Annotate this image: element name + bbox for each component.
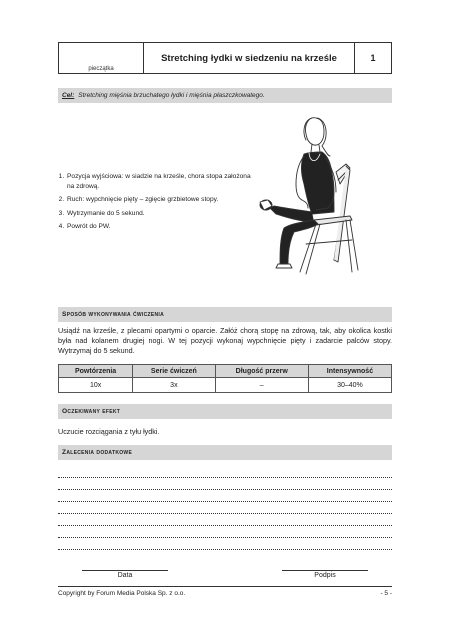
steps-list — [58, 172, 258, 236]
recommendations-heading: Zalecenia dodatkowe — [58, 445, 392, 460]
step-item: 4. Powrót do PW. — [66, 222, 258, 232]
exercise-number: 1 — [370, 53, 376, 63]
step-item: 1. Pozycja wyjściowa: w siadzie na krześle, chora stopa założona na zdrową. — [66, 172, 258, 191]
notes-line — [58, 477, 392, 478]
exercise-title: Stretching łydki w siedzeniu na krześle — [161, 52, 337, 64]
page-number: - 5 - — [380, 590, 392, 597]
signature-line — [282, 570, 368, 571]
value-intensity: 30–40% — [308, 378, 391, 393]
date-signature-line — [82, 570, 168, 571]
notes-line — [58, 489, 392, 490]
params-table — [58, 364, 392, 393]
stamp-label: pieczątka — [88, 66, 114, 72]
notes-line — [58, 501, 392, 502]
header-table — [58, 42, 392, 74]
exercise-illustration — [254, 112, 364, 280]
footer-rule — [58, 586, 392, 587]
notes-line — [58, 513, 392, 514]
value-break-length: – — [215, 378, 308, 393]
effect-heading: Oczekiwany efekt — [58, 404, 392, 419]
header-series: Serie ćwiczeń — [133, 365, 215, 378]
person-drawing — [260, 118, 336, 268]
method-heading: Sposób wykonywania ćwiczenia — [58, 307, 392, 322]
notes-line — [58, 525, 392, 526]
signature-label: Podpis — [314, 572, 336, 579]
effect-text: Uczucie rozciągania z tyłu łydki. — [58, 427, 160, 436]
goal-bar — [58, 88, 392, 103]
header-intensity: Intensywność — [308, 365, 391, 378]
goal-text: Stretching mięśnia brzuchatego łydki i mięśnia płaszczkowatego. — [78, 92, 265, 99]
step-item: 2. Ruch: wypchnięcie pięty – zgięcie grzbietowe stopy. — [66, 195, 258, 205]
header-break-length: Długość przerw — [215, 365, 308, 378]
method-text: Usiądź na krześle, z plecami opartymi o oparcie. Załóż chorą stopę na zdrową, tak, aby okolica kostki była nad kolanem drugiej nogi. W tej pozycji wykonaj wypchnięcie pięty i zadarcie palców stopy. Wytrzymaj do 5 sekund. — [58, 326, 392, 355]
params-value-row — [59, 378, 392, 393]
goal-label: Cel: — [62, 92, 75, 99]
notes-line — [58, 549, 392, 550]
copyright-text: Copyright by Forum Media Polska Sp. z o.o. — [58, 590, 186, 597]
params-header-row — [59, 365, 392, 378]
header-repetitions: Powtórzenia — [59, 365, 133, 378]
value-series: 3x — [133, 378, 215, 393]
value-repetitions: 10x — [59, 378, 133, 393]
date-label: Data — [117, 572, 133, 579]
notes-line — [58, 537, 392, 538]
step-item: 3. Wytrzymanie do 5 sekund. — [66, 209, 258, 219]
